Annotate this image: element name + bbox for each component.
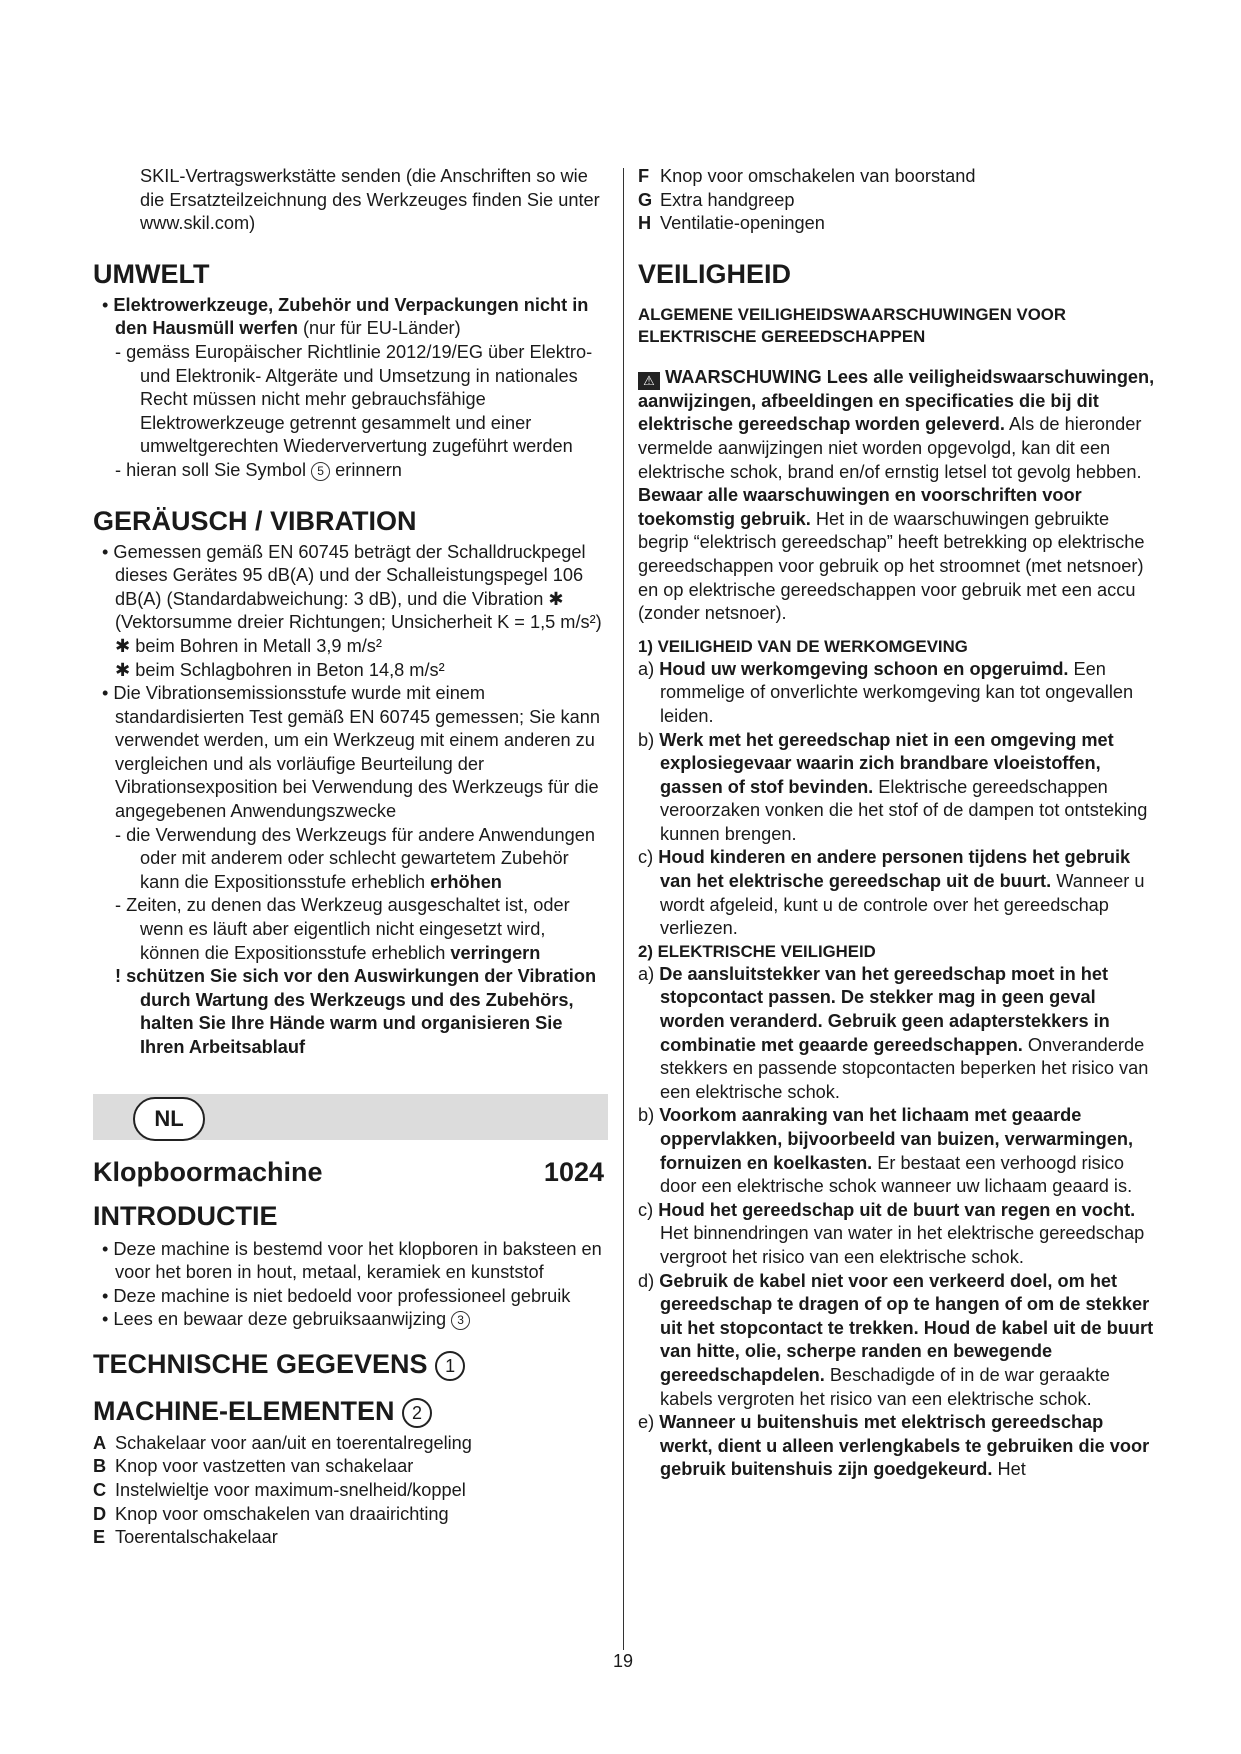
safety-item-key: c) (638, 847, 654, 868)
safety-item-text: Wanneer u wordt afgeleid, kunt u de controle over het gereedschap verliezen. (660, 871, 1145, 939)
machine-element-b (93, 1455, 608, 1479)
safety-item (638, 1104, 1158, 1198)
element-key: F (638, 166, 650, 186)
section-1-heading: 1) VEILIGHEID VAN DE WERKOMGEVING (638, 636, 968, 656)
algemene-heading: ALGEMENE VEILIGHEIDSWAARSCHUWINGEN VOOR ELEKTRISCHE GEREEDSCHAPPEN (638, 304, 1066, 346)
safety-item-bold: Voorkom aanraking van het lichaam met geaarde oppervlakken, bijvoorbeeld van buizen, verwarmingen, fornuizen en koelkasten. (659, 1105, 1134, 1173)
product-title-row (93, 1156, 608, 1188)
section-2-list (638, 963, 1158, 1482)
language-bar (93, 1094, 608, 1140)
element-key: B (93, 1456, 107, 1477)
nl-language-badge: NL (133, 1097, 205, 1141)
geraeusch-bullet-2: • Die Vibrationsemissionsstufe wurde mit einem standardisierten Test gemäß EN 60745 gemessen; Sie kann verwendet werden, um ein Werkzeug mit einem anderen zu vergleichen und als vorläufige Beurteilung der Vibrationsexposition bei Verwendung des Werkzeugs für die angegebenen Anwendungszwecke (102, 683, 600, 822)
section-1-list (638, 658, 1158, 941)
safety-item-text: Beschadigde of in de war geraakte kabels vergroten het risico van een elektrische schok. (660, 1364, 1110, 1409)
safety-item (638, 1411, 1158, 1482)
geraeusch-spec-2: ✱ beim Schlagbohren in Beton 14,8 m/s² (115, 659, 445, 680)
safety-item-key: a) (638, 658, 655, 679)
figure-1-ref: 1 (435, 1351, 465, 1381)
element-label: Schakelaar voor aan/uit en toerentalregeling (115, 1432, 472, 1453)
machine-element-e (93, 1526, 608, 1550)
safety-item (638, 1199, 1158, 1270)
machine-heading: MACHINE-ELEMENTEN 2 (93, 1395, 608, 1428)
safety-item (638, 846, 1158, 940)
safety-item (638, 729, 1158, 847)
safety-item-key: b) (638, 1105, 655, 1126)
safety-item (638, 1270, 1158, 1412)
element-label: Knop voor omschakelen van boorstand (660, 166, 976, 186)
geraeusch-dash-2: - Zeiten, zu denen das Werkzeug ausgeschaltet ist, oder wenn es läuft aber eigentlich nicht eingesetzt wird, können die Expositionsstufe erheblich verringern (115, 895, 570, 963)
product-name: Klopboormachine (93, 1156, 323, 1187)
tech-heading: TECHNISCHE GEGEVENS 1 (93, 1348, 608, 1381)
geraeusch-warning: ! schützen Sie sich vor den Auswirkungen der Vibration durch Wartung des Werkzeugs und des Zubehörs, halten Sie Ihre Hände warm und organisieren Sie Ihren Arbeitsablauf (115, 966, 597, 1057)
safety-item-text: Het binnendringen van water in het elektrische gereedschap vergroot het risico van een elektrische schok. (660, 1223, 1145, 1267)
safety-item (638, 963, 1158, 1105)
element-label: Toerentalschakelaar (115, 1527, 278, 1548)
section-2-heading: 2) ELEKTRISCHE VEILIGHEID (638, 941, 876, 961)
safety-item-text: Elektrische gereedschappen veroorzaken vonken die het stof of de dampen tot ontsteking kunnen brengen. (660, 776, 1148, 844)
intro-item-2: • Deze machine is niet bedoeld voor professioneel gebruik (102, 1285, 571, 1306)
safety-item-bold: Gebruik de kabel niet voor een verkeerd doel, om het gereedschap te dragen of op te hangen of om de stekker uit het stopcontact te trekken. Houd de kabel uit de buurt van hitte, olie, scherpe randen en bewegende gereedschapdelen. (659, 1270, 1154, 1385)
symbol-5-ref: 5 (311, 462, 330, 481)
safety-item-key: d) (638, 1270, 655, 1291)
warning-icon: ⚠ (638, 372, 660, 390)
umwelt-bullet: • Elektrowerkzeuge, Zubehör und Verpackungen nicht in den Hausmüll werfen (nur für EU-Länder) (102, 294, 589, 339)
geraeusch-spec-1: ✱ beim Bohren in Metall 3,9 m/s² (115, 635, 382, 656)
element-key: E (93, 1527, 106, 1548)
element-label: Ventilatie-openingen (660, 213, 825, 234)
machine-element-h (638, 212, 1158, 236)
safety-item-bold: Houd het gereedschap uit de buurt van regen en vocht. (658, 1199, 1136, 1220)
element-key: A (93, 1432, 107, 1453)
element-label: Instelwieltje voor maximum-snelheid/koppel (115, 1479, 466, 1500)
geraeusch-dash-1: - die Verwendung des Werkzeugs für andere Anwendungen oder mit anderem oder schlecht gewartetem Zubehör kann die Expositionsstufe erheblich erhöhen (115, 824, 595, 892)
safety-item-bold: De aansluitstekker van het gereedschap moet in het stopcontact passen. De stekker mag in geen geval worden veranderd. Gebruik geen adapterstekkers in combinatie met geaarde gereedschappen. (659, 963, 1110, 1055)
safety-item (638, 658, 1158, 729)
element-label: Knop voor vastzetten van schakelaar (115, 1456, 414, 1477)
column-divider (623, 168, 624, 1650)
machine-element-d (93, 1503, 608, 1527)
safety-item-key: b) (638, 729, 655, 750)
left-column (93, 165, 608, 1550)
element-key: H (638, 213, 652, 234)
machine-elements-list-cont (638, 165, 1158, 236)
machine-element-f (638, 165, 1158, 189)
umwelt-dash-2: - hieran soll Sie Symbol 5 erinnern (115, 459, 402, 480)
safety-item-bold: Wanneer u buitenshuis met elektrisch gereedschap werkt, dient u alleen verlengkabels te gebruiken die voor gebruik buitenshuis zijn goedgekeurd. (659, 1412, 1150, 1480)
element-key: C (93, 1479, 107, 1500)
safety-item-text: Er bestaat een verhoogd risico door een elektrische schok wanneer uw lichaam geaard is. (660, 1152, 1133, 1197)
page-number: 19 (612, 1651, 634, 1671)
introductie-heading: INTRODUCTIE (93, 1200, 278, 1231)
machine-element-a (93, 1432, 608, 1456)
umwelt-heading: UMWELT (93, 258, 210, 289)
machine-element-c (93, 1479, 608, 1503)
safety-item-text: Onveranderde stekkers en passende stopcontacten beperken het risico van een elektrische schok. (660, 1034, 1149, 1102)
safety-item-bold: Houd uw werkomgeving schoon en opgeruimd. (659, 658, 1069, 679)
intro-item-1: • Deze machine is bestemd voor het klopboren in baksteen en voor het boren in hout, metaal, keramiek en kunststof (102, 1238, 602, 1283)
intro-item-3: • Lees en bewaar deze gebruiksaanwijzing 3 (93, 1308, 608, 1332)
element-label: Extra handgreep (660, 189, 795, 210)
general-warning: ⚠ WAARSCHUWING Lees alle veiligheidswaarschuwingen, aanwijzingen, afbeeldingen en specificaties die bij dit elektrische gereedschap worden geleverd. Als de hieronder vermelde aanwijzingen niet worden opgevolgd, kan dit een elektrische schok, brand en/of ernstig letsel tot gevolg hebben. Bewaar alle waarschuwingen en voorschriften voor toekomstig gebruik. Het in de waarschuwingen gebruikte begrip “elektrisch gereedschap” heeft betrekking op elektrische gereedschappen voor gebruik op het stroomnet (met netsnoer) en op elektrische gereedschappen voor gebruik met een accu (zonder netsnoer). (638, 366, 1155, 624)
figure-2-ref: 2 (402, 1398, 432, 1428)
element-key: G (638, 189, 653, 210)
machine-element-g (638, 189, 1158, 213)
element-label: Knop voor omschakelen van draairichting (115, 1503, 449, 1524)
geraeusch-bullet-1: • Gemessen gemäß EN 60745 beträgt der Schalldruckpegel dieses Gerätes 95 dB(A) und der Schalleistungspegel 106 dB(A) (Standardabweichung: 3 dB), und die Vibration ✱ (Vektorsumme dreier Richtungen; Unsicherheit K = 1,5 m/s²) (102, 541, 602, 633)
intro-paragraph: SKIL-Vertragswerkstätte senden (die Anschriften so wie die Ersatzteilzeichnung des Werkzeuges finden Sie unter www.skil.com) (140, 166, 600, 234)
safety-item-key: c) (638, 1199, 654, 1220)
safety-item-bold: Werk met het gereedschap niet in een omgeving met explosiegevaar waarin zich brandbare vloeistoffen, gassen of stof bevinden. (659, 729, 1114, 797)
symbol-3-ref: 3 (451, 1311, 470, 1330)
geraeusch-heading: GERÄUSCH / VIBRATION (93, 505, 417, 536)
safety-item-key: a) (638, 963, 655, 984)
right-column (638, 165, 1158, 1482)
safety-item-bold: Houd kinderen en andere personen tijdens het gebruik van het elektrische gereedschap uit de buurt. (658, 847, 1131, 892)
safety-item-text: Een rommelige of onverlichte werkomgeving kan tot ongevallen leiden. (660, 658, 1134, 726)
safety-item-text: Het (992, 1459, 1026, 1480)
safety-item-key: e) (638, 1412, 655, 1433)
umwelt-dash-1: - gemäss Europäischer Richtlinie 2012/19/EG über Elektro- und Elektronik- Altgeräte und Umsetzung in nationales Recht müssen nicht mehr gebrauchsfähige Elektrowerkzeuge getrennt gesammelt und einer umweltgerechten Wiederververtung zugeführt werden (115, 341, 593, 457)
product-number: 1024 (543, 1156, 604, 1187)
machine-elements-list (93, 1432, 608, 1550)
element-key: D (93, 1503, 107, 1524)
veiligheid-heading: VEILIGHEID (638, 258, 792, 289)
